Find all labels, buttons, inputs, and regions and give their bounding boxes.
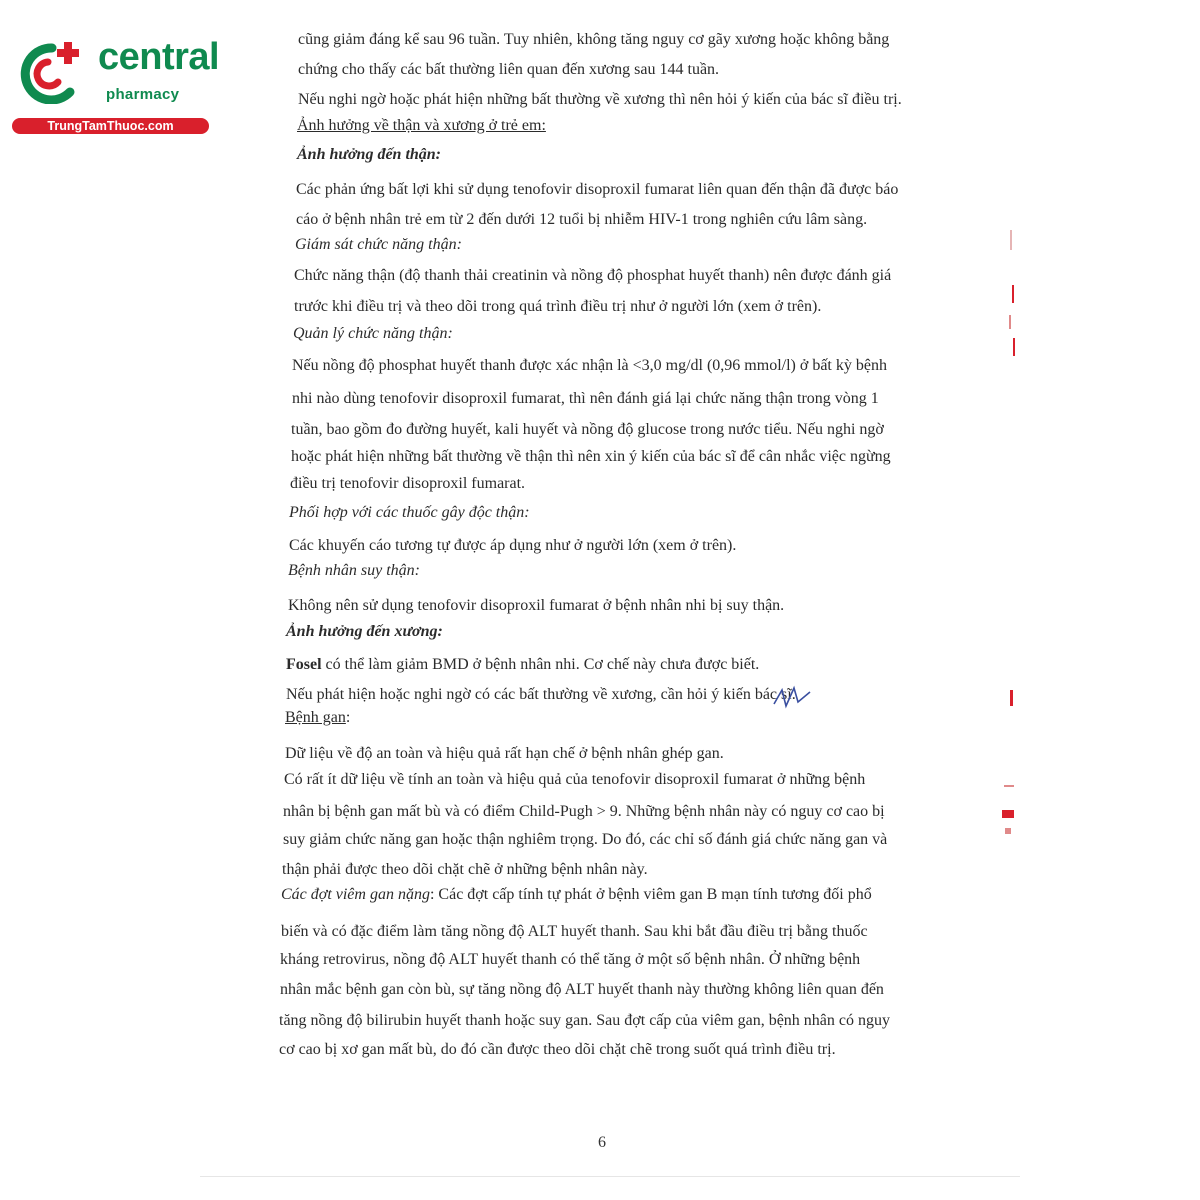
text-line: trước khi điều trị và theo dõi trong quá trình điều trị như ở người lớn (xem ở trên). [294, 298, 822, 315]
text-line: cũng giảm đáng kể sau 96 tuần. Tuy nhiên, không tăng nguy cơ gãy xương hoặc không bằng [298, 31, 890, 48]
text-fragment: có thể làm giảm BMD ở bệnh nhân nhi. Cơ chế này chưa được biết. [321, 656, 760, 673]
text-line: Dữ liệu về độ an toàn và hiệu quả rất hạn chế ở bệnh nhân ghép gan. [285, 745, 724, 762]
text-line: Các phản ứng bất lợi khi sử dụng tenofovir disoproxil fumarat liên quan đến thận đã được báo [296, 181, 899, 198]
margin-stamp-marks [996, 230, 1026, 850]
italic-heading: Phối hợp với các thuốc gây độc thận: [289, 504, 530, 521]
text-line [286, 655, 759, 675]
page-number: 6 [598, 1134, 606, 1151]
text-line: tăng nồng độ bilirubin huyết thanh hoặc suy gan. Sau đợt cấp của viêm gan, bệnh nhân có nguy [279, 1012, 890, 1029]
heading-colon: : [345, 709, 351, 726]
product-name: Fosel [286, 656, 322, 673]
text-line: nhi nào dùng tenofovir disoproxil fumarat, thì nên đánh giá lại chức năng thận trong vòng 1 [292, 390, 879, 407]
text-line: thận phải được theo dõi chặt chẽ ở những bệnh nhân này. [282, 861, 648, 878]
text-line: tuần, bao gồm đo đường huyết, kali huyết và nồng độ glucose trong nước tiểu. Nếu nghi ngờ [291, 421, 884, 438]
section-heading: Ảnh hưởng về thận và xương ở trẻ em: [297, 117, 546, 134]
text-line: cơ cao bị xơ gan mất bù, do đó cần được theo dõi chặt chẽ trong suốt quá trình điều trị. [279, 1041, 836, 1058]
text-line: cáo ở bệnh nhân trẻ em từ 2 đến dưới 12 tuổi bị nhiễm HIV-1 trong nghiên cứu lâm sàng. [296, 211, 868, 228]
text-line: Các khuyến cáo tương tự được áp dụng như ở người lớn (xem ở trên). [289, 537, 737, 554]
text-line: Chức năng thận (độ thanh thải creatinin và nồng độ phosphat huyết thanh) nên được đánh giá [294, 267, 892, 284]
text-line: Nếu nghi ngờ hoặc phát hiện những bất thường về xương thì nên hỏi ý kiến của bác sĩ điều trị. [298, 91, 902, 108]
text-line: Không nên sử dụng tenofovir disoproxil fumarat ở bệnh nhân nhi bị suy thận. [288, 597, 785, 614]
subsection-heading: Ảnh hưởng đến xương: [286, 623, 443, 640]
footer-divider [200, 1176, 1020, 1177]
text-line: điều trị tenofovir disoproxil fumarat. [290, 475, 526, 492]
text-fragment: : Các đợt cấp tính tự phát ở bệnh viêm gan B mạn tính tương đối phổ [429, 886, 872, 903]
logo-website: TrungTamThuoc.com [12, 118, 209, 134]
text-line: nhân bị bệnh gan mất bù và có điểm Child-Pugh > 9. Những bệnh nhân này có nguy cơ cao bị [283, 803, 885, 820]
text-line: chứng cho thấy các bất thường liên quan đến xương sau 144 tuần. [298, 61, 720, 78]
text-line [281, 885, 872, 905]
italic-heading: Quản lý chức năng thận: [293, 325, 453, 342]
logo-wordmark: central [98, 36, 220, 78]
text-line: hoặc phát hiện những bất thường về thận thì nên xin ý kiến của bác sĩ để cân nhắc việc ngừng [291, 448, 891, 465]
italic-heading: Giám sát chức năng thận: [295, 236, 462, 253]
text-line: suy giảm chức năng gan hoặc thận nghiêm trọng. Do đó, các chỉ số đánh giá chức năng gan và [283, 831, 888, 848]
subsection-heading: Ảnh hưởng đến thận: [297, 146, 442, 163]
text-line: nhân mắc bệnh gan còn bù, sự tăng nồng độ ALT huyết thanh này thường không liên quan đến [280, 981, 884, 998]
text-line: Có rất ít dữ liệu về tính an toàn và hiệu quả của tenofovir disoproxil fumarat ở những bệnh [284, 771, 866, 788]
text-line: Nếu nồng độ phosphat huyết thanh được xác nhận là <3,0 mg/dl (0,96 mmol/l) ở bất kỳ bệnh [292, 357, 887, 374]
heading-text: Bệnh gan [285, 709, 346, 726]
section-heading [285, 708, 350, 728]
text-line: kháng retrovirus, nồng độ ALT huyết thanh có thể tăng ở một số bệnh nhân. Ở những bệnh [280, 951, 861, 968]
italic-heading: Các đợt viêm gan nặng [281, 886, 430, 903]
logo-subtitle: pharmacy [106, 86, 180, 103]
signature-mark [770, 684, 820, 712]
italic-heading: Bệnh nhân suy thận: [288, 562, 420, 579]
text-line: biến và có đặc điểm làm tăng nồng độ ALT huyết thanh. Sau khi bắt đầu điều trị bằng thuốc [281, 923, 868, 940]
text-line: Nếu phát hiện hoặc nghi ngờ có các bất thường về xương, cần hỏi ý kiến bác sĩ. [286, 686, 796, 703]
